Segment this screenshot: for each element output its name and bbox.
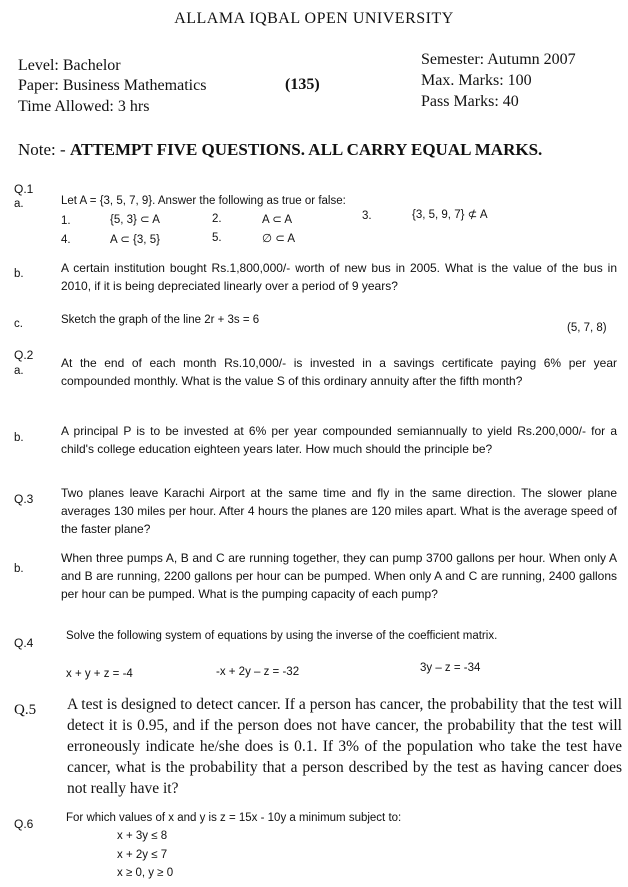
q1-part-a-intro: Let A = {3, 5, 7, 9}. Answer the following as true or false: — [61, 195, 346, 207]
q1-item-statement: ∅ ⊂ A — [262, 233, 296, 245]
q4-equation-2: -x + 2y – z = -32 — [216, 666, 300, 678]
university-title: ALLAMA IQBAL OPEN UNIVERSITY — [174, 10, 454, 27]
q6-constraint-1: x + 3y ≤ 8 — [117, 830, 168, 842]
q3-part-b-text: When three pumps A, B and C are running together, they can pump 3700 gallons per hour. When only A and B are running, 2200 gallons per hour can be pumped. When only A and C are running, 2400 gallons per hour can be pumped. What is the pumping capacity of each pump? — [61, 551, 617, 601]
level-label: Level: Bachelor — [18, 57, 121, 74]
q4-text: Solve the following system of equations by using the inverse of the coefficient matrix. — [66, 630, 498, 642]
q4-equation-1: x + y + z = -4 — [66, 668, 133, 680]
q1-part-c-label: c. — [14, 318, 23, 330]
q2-part-a-label: a. — [14, 365, 24, 377]
q1-item-number: 2. — [212, 213, 222, 225]
q4-equation-3: 3y – z = -34 — [420, 662, 481, 674]
q3-part-b-label: b. — [14, 563, 24, 575]
q1-item-number: 1. — [61, 215, 71, 227]
q3-part-a-text: Two planes leave Karachi Airport at the same time and fly in the same direction. The slower plane averages 130 miles per hour. After 4 hours the planes are 120 miles apart. What is the average speed of the faster plane? — [61, 486, 617, 536]
semester-label: Semester: Autumn 2007 — [421, 51, 576, 68]
q1-part-b-text: A certain institution bought Rs.1,800,000/- worth of new bus in 2005. What is the value of the bus in 2010, if it is being depreciated linearly over a period of 9 years? — [61, 261, 617, 293]
q1-item-statement: {3, 5, 9, 7} ⊄ A — [412, 209, 488, 221]
q2-part-b-label: b. — [14, 432, 24, 444]
q6-constraint-3: x ≥ 0, y ≥ 0 — [117, 867, 174, 879]
question-number-q2: Q.2 — [14, 348, 34, 362]
q6-constraint-2: x + 2y ≤ 7 — [117, 849, 168, 861]
q6-text: For which values of x and y is z = 15x - 10y a minimum subject to: — [66, 812, 402, 824]
q1-item-statement: A ⊂ A — [262, 214, 293, 226]
paper-code: (135) — [285, 76, 320, 93]
q5-text: A test is designed to detect cancer. If a person has cancer, the probability that the test will detect it is 0.95, and if the person does not have cancer, the probability that the test will erroneously indicate he/she does is 0.1. If 3% of the population who take the test have cancer, what is the probability that a person described by the test as having cancer does not really have it? — [67, 696, 622, 797]
instructions-note — [18, 140, 542, 160]
question-number-q6: Q.6 — [14, 817, 34, 831]
q1-part-c-text: Sketch the graph of the line 2r + 3s = 6 — [61, 314, 260, 326]
q1-item-number: 4. — [61, 234, 71, 246]
question-number-q5: Q.5 — [14, 702, 37, 718]
question-number-q4: Q.4 — [14, 636, 34, 650]
question-number-q3: Q.3 — [14, 492, 34, 506]
q1-part-a-label: a. — [14, 198, 24, 210]
question-number-q1: Q.1 — [14, 182, 34, 196]
q2-part-b-text: A principal P is to be invested at 6% per year compounded semiannually to yield Rs.200,000/- for a child's college education eighteen years later. How much should the principle be? — [61, 424, 617, 456]
q1-item-number: 3. — [362, 210, 372, 222]
note-text: ATTEMPT FIVE QUESTIONS. ALL CARRY EQUAL MARKS. — [69, 140, 543, 159]
q1-part-b-label: b. — [14, 268, 24, 280]
q1-item-number: 5. — [212, 232, 222, 244]
q1-item-statement: {5, 3} ⊂ A — [110, 214, 160, 226]
pass-marks-label: Pass Marks: 40 — [421, 93, 519, 110]
paper-label: Paper: Business Mathematics — [18, 77, 207, 94]
note-prefix: Note: - — [18, 140, 66, 159]
q2-part-a-text: At the end of each month Rs.10,000/- is invested in a savings certificate paying 6% per year compounded monthly. What is the value S of this ordinary annuity after the fifth month? — [61, 356, 617, 388]
q1-item-statement: A ⊂ {3, 5} — [110, 234, 160, 246]
max-marks-label: Max. Marks: 100 — [421, 72, 532, 89]
q1-marks: (5, 7, 8) — [567, 322, 607, 334]
time-allowed-label: Time Allowed: 3 hrs — [18, 98, 150, 115]
